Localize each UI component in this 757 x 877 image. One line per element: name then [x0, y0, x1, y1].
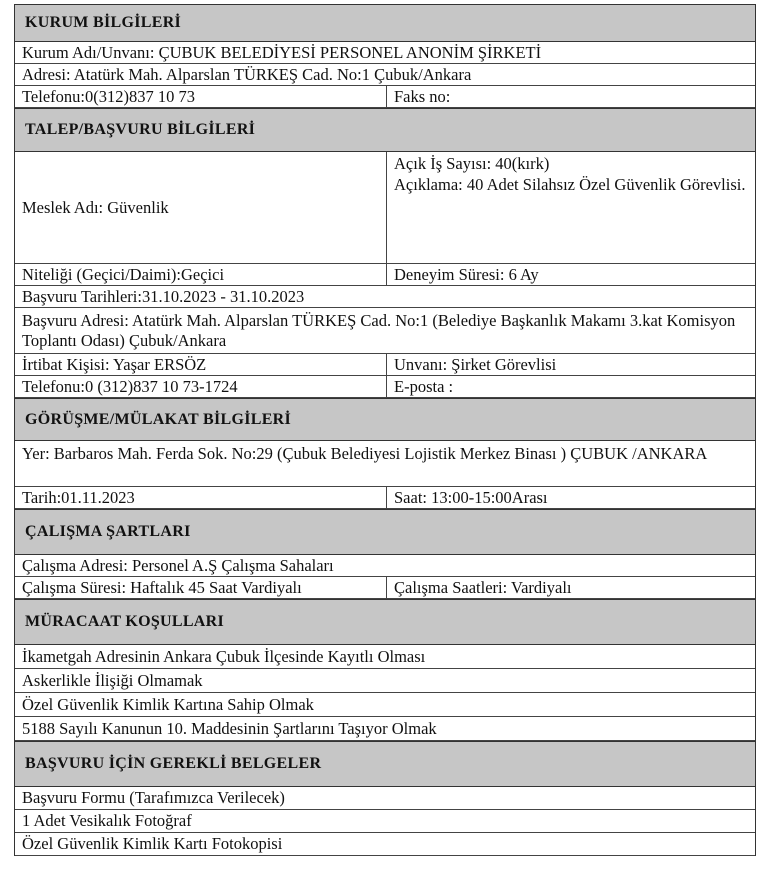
eposta: E-posta :: [394, 376, 454, 396]
belge-item-2: 1 Adet Vesikalık Fotoğraf: [22, 811, 192, 830]
meslek-adi: Meslek Adı: Güvenlik: [15, 152, 387, 263]
niteligi: Niteliği (Geçici/Daimi):Geçici: [15, 264, 387, 285]
kurum-adi: Kurum Adı/Unvanı: ÇUBUK BELEDİYESİ PERSONEL ANONİM ŞİRKETİ: [22, 42, 542, 62]
basvuru-tarihleri: Başvuru Tarihleri:31.10.2023 - 31.10.2023: [22, 286, 305, 306]
muracaat-item-2: Askerlikle İlişiği Olmamak: [22, 670, 203, 690]
irtibat-kisisi: İrtibat Kişisi: Yaşar ERSÖZ: [15, 354, 387, 375]
muracaat-item-1: İkametgah Adresinin Ankara Çubuk İlçesinde Kayıtlı Olması: [22, 646, 426, 666]
calisma-saatleri: Çalışma Saatleri: Vardiyalı: [394, 577, 572, 597]
muracaat-item-4: 5188 Sayılı Kanunun 10. Maddesinin Şartlarını Taşıyor Olmak: [22, 718, 437, 738]
basvuru-adresi: Başvuru Adresi: Atatürk Mah. Alparslan TÜRKEŞ Cad. No:1 (Belediye Başkanlık Makamı 3.kat Komisyon Toplantı Odası) Çubuk/Ankara: [22, 311, 736, 350]
gorusme-yer: Yer: Barbaros Mah. Ferda Sok. No:29 (Çubuk Belediyesi Lojistik Merkez Binası ) ÇUBUK /ANKARA: [22, 444, 708, 463]
unvani: Unvanı: Şirket Görevlisi: [394, 354, 557, 374]
kurum-adi-row: [15, 42, 755, 64]
section-header-belgeler: BAŞVURU İÇİN GEREKLİ BELGELER: [15, 741, 755, 787]
calisma-adres-row: [15, 555, 755, 577]
belge-item-1: Başvuru Formu (Tarafımızca Verilecek): [22, 788, 285, 807]
muracaat-item: [15, 669, 755, 693]
acik-is-sayisi: Açık İş Sayısı: 40(kırk): [394, 154, 550, 173]
tarih-row: [15, 286, 755, 308]
calisma-suresi: Çalışma Süresi: Haftalık 45 Saat Vardiyalı: [15, 577, 387, 598]
nitelik-row: [15, 264, 755, 286]
kurum-telefon: Telefonu:0(312)837 10 73: [15, 86, 387, 107]
section-header-gorusme: GÖRÜŞME/MÜLAKAT BİLGİLERİ: [15, 398, 755, 441]
belge-item: [15, 787, 755, 810]
belge-item-3: Özel Güvenlik Kimlik Kartı Fotokopisi: [22, 834, 283, 853]
muracaat-item: [15, 645, 755, 669]
muracaat-item: [15, 717, 755, 741]
section-header-kurum: KURUM BİLGİLERİ: [15, 4, 755, 42]
aciklama: Açıklama: 40 Adet Silahsız Özel Güvenlik Görevlisi.: [394, 175, 746, 194]
section-header-calisma: ÇALIŞMA ŞARTLARI: [15, 509, 755, 555]
calisma-sure-row: [15, 577, 755, 599]
job-posting-form: [14, 4, 756, 856]
gorusme-tarih: Tarih:01.11.2023: [15, 487, 387, 508]
kurum-adres: Adresi: Atatürk Mah. Alparslan TÜRKEŞ Cad. No:1 Çubuk/Ankara: [22, 64, 472, 84]
calisma-adresi: Çalışma Adresi: Personel A.Ş Çalışma Sahaları: [22, 555, 334, 575]
muracaat-item: [15, 693, 755, 717]
belge-item: [15, 833, 755, 856]
kurum-faks: Faks no:: [394, 86, 451, 106]
kurum-telefon-row: [15, 86, 755, 108]
belge-item: [15, 810, 755, 833]
irtibat-row: [15, 354, 755, 376]
section-header-talep: TALEP/BAŞVURU BİLGİLERİ: [15, 108, 755, 152]
muracaat-item-3: Özel Güvenlik Kimlik Kartına Sahip Olmak: [22, 694, 314, 714]
gorusme-yer-row: [15, 441, 755, 487]
is-detay: [387, 152, 755, 263]
gorusme-saat: Saat: 13:00-15:00Arası: [394, 487, 548, 507]
talep-telefon-row: [15, 376, 755, 398]
gorusme-tarih-row: [15, 487, 755, 509]
meslek-row: [15, 152, 755, 264]
kurum-adres-row: [15, 64, 755, 86]
section-header-muracaat: MÜRACAAT KOŞULLARI: [15, 599, 755, 645]
basvuru-adresi-row: [15, 308, 755, 354]
deneyim-suresi: Deneyim Süresi: 6 Ay: [394, 264, 539, 284]
talep-telefon: Telefonu:0 (312)837 10 73-1724: [15, 376, 387, 397]
